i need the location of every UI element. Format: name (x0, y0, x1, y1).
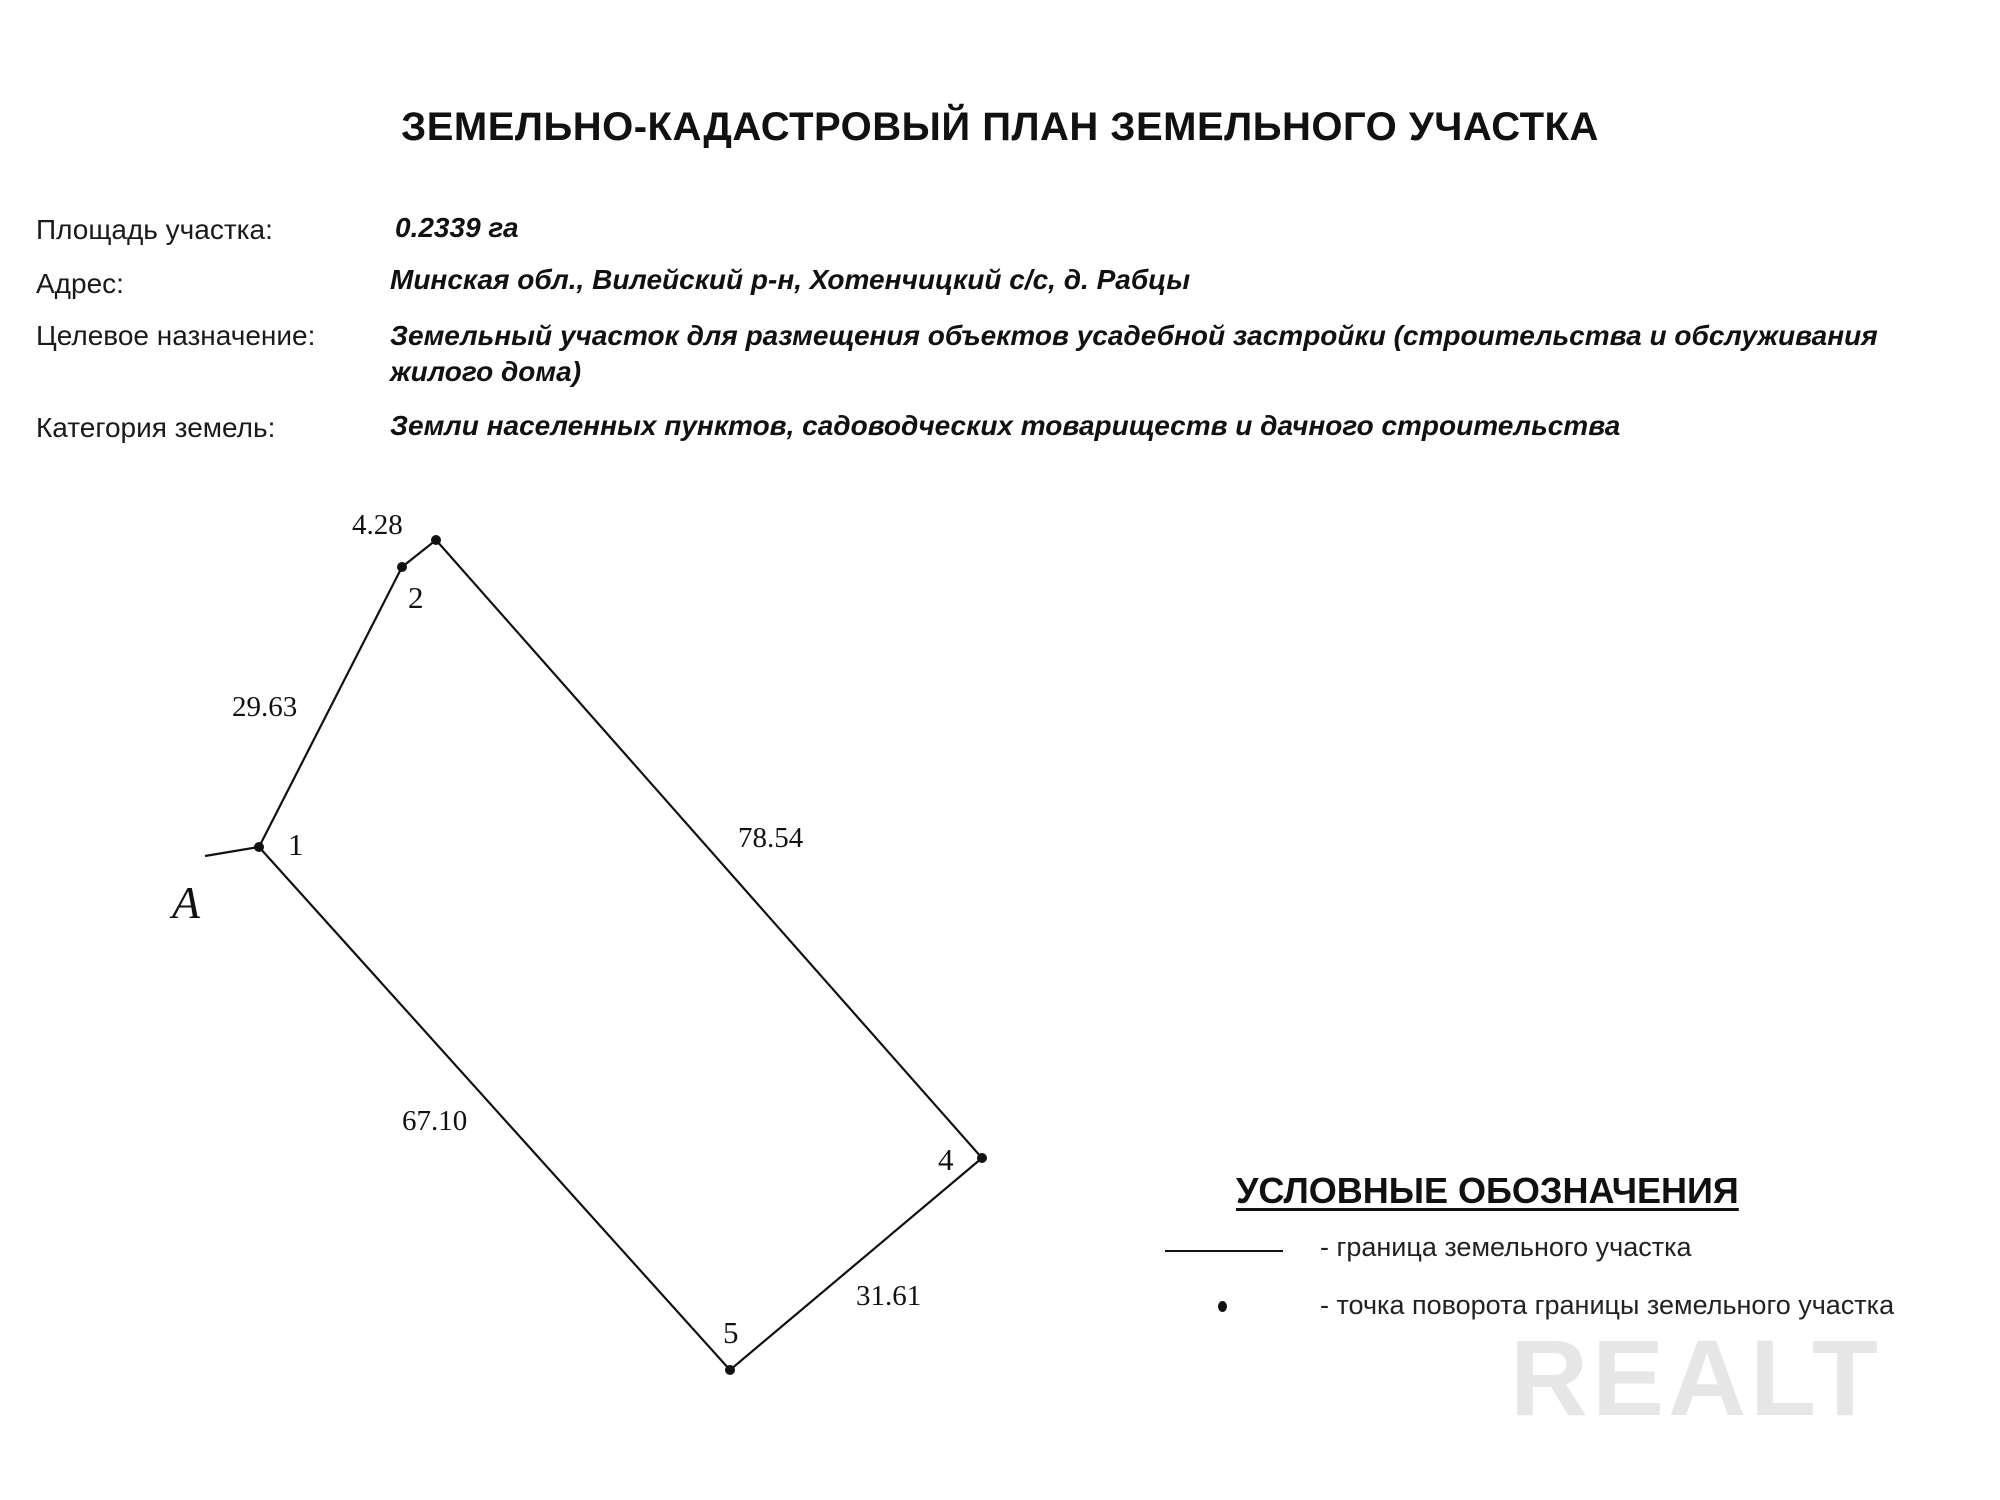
adjacent-parcel-label: A (172, 877, 201, 928)
point-label-1: 1 (288, 827, 304, 862)
adjacent-pointer-line (205, 847, 259, 856)
turn-point-3 (431, 535, 441, 545)
land-category-label: Категория земель: (36, 412, 276, 443)
address-value: Минская обл., Вилейский р-н, Хотенчицкий с/с, д. Рабцы (390, 264, 1191, 295)
land-category-value: Земли населенных пунктов, садоводческих товариществ и дачного строительства (390, 410, 1621, 441)
turn-point-2 (397, 562, 407, 572)
turn-point-4 (977, 1153, 987, 1163)
legend-title: УСЛОВНЫЕ ОБОЗНАЧЕНИЯ (1236, 1170, 1739, 1211)
segment-length-4-5: 31.61 (856, 1280, 922, 1312)
turn-point-5 (725, 1365, 735, 1375)
purpose-value: Земельный участок для размещения объектов усадебной застройки (строительства и обслуживания жилого дома) (390, 320, 1878, 387)
address-label: Адрес: (36, 268, 124, 299)
parcel-boundary (259, 540, 982, 1370)
legend-boundary-symbol (1165, 1250, 1283, 1252)
segment-length-2-3: 4.28 (352, 509, 403, 541)
document-title: ЗЕМЕЛЬНО-КАДАСТРОВЫЙ ПЛАН ЗЕМЕЛЬНОГО УЧАСТКА (401, 105, 1599, 149)
turn-point-1 (254, 842, 264, 852)
legend-turn-point-symbol (1218, 1301, 1227, 1312)
legend-boundary-text: - граница земельного участка (1320, 1232, 1692, 1262)
segment-length-1-2: 29.63 (232, 691, 298, 723)
point-label-4: 4 (938, 1142, 954, 1177)
point-label-5: 5 (723, 1315, 739, 1350)
segment-length-3-4: 78.54 (738, 822, 804, 854)
area-value: 0.2339 га (395, 212, 519, 243)
point-label-2: 2 (408, 580, 424, 615)
legend-turn-point-text: - точка поворота границы земельного участка (1320, 1290, 1895, 1320)
area-label: Площадь участка: (36, 214, 273, 245)
realt-watermark: REALT (1510, 1317, 1882, 1438)
segment-length-5-1: 67.10 (402, 1105, 468, 1137)
purpose-label: Целевое назначение: (36, 320, 316, 351)
